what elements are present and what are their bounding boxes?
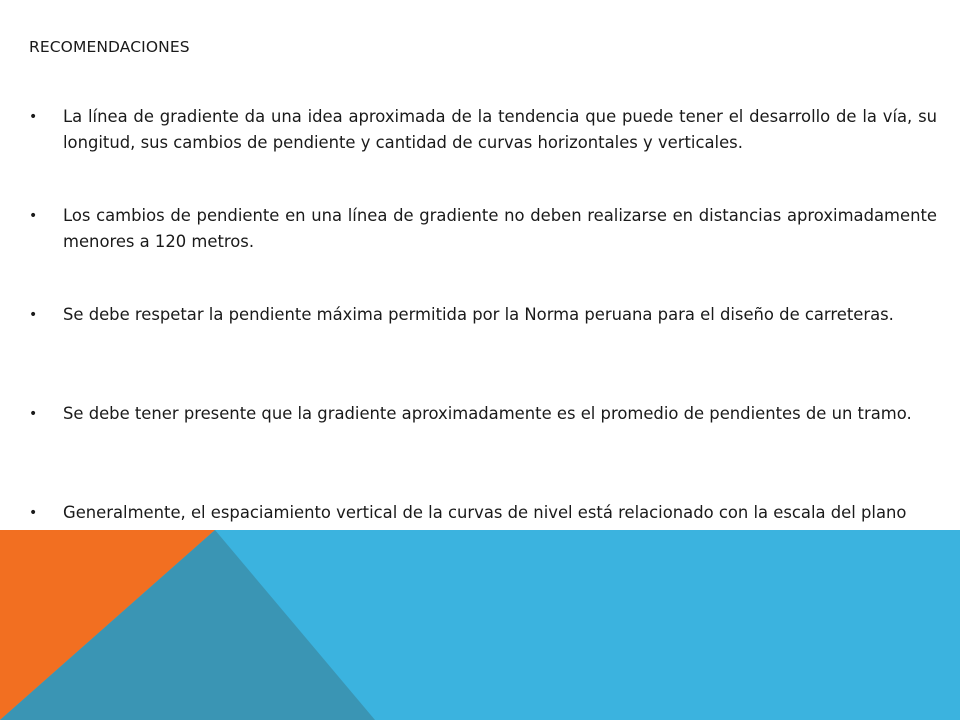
bullet-text: Se debe respetar la pendiente máxima permitida por la Norma peruana para el diseño de carreteras. [63,305,894,324]
bullet-dot-icon: • [29,505,38,521]
bullet-item [29,302,937,328]
bullet-dot-icon: • [29,208,38,224]
bullet-item [29,203,937,255]
bullet-dot-icon: • [29,406,38,422]
bullet-item [29,104,937,156]
bullet-dot-icon: • [29,307,38,323]
bullet-item [29,500,937,526]
slide-title: RECOMENDACIONES [29,38,190,56]
bullet-text: Generalmente, el espaciamiento vertical de la curvas de nivel está relacionado con la escala del plano [63,503,907,522]
bullet-text: Los cambios de pendiente en una línea de gradiente no deben realizarse en distancias aproximadamente menores a 120 metros. [63,206,937,251]
bullet-dot-icon: • [29,109,38,125]
bullet-item [29,401,937,427]
bullet-text: La línea de gradiente da una idea aproximada de la tendencia que puede tener el desarrollo de la vía, su longitud, sus cambios de pendiente y cantidad de curvas horizontales y verticales. [63,107,937,152]
bullet-text: Se debe tener presente que la gradiente aproximadamente es el promedio de pendientes de un tramo. [63,404,912,423]
